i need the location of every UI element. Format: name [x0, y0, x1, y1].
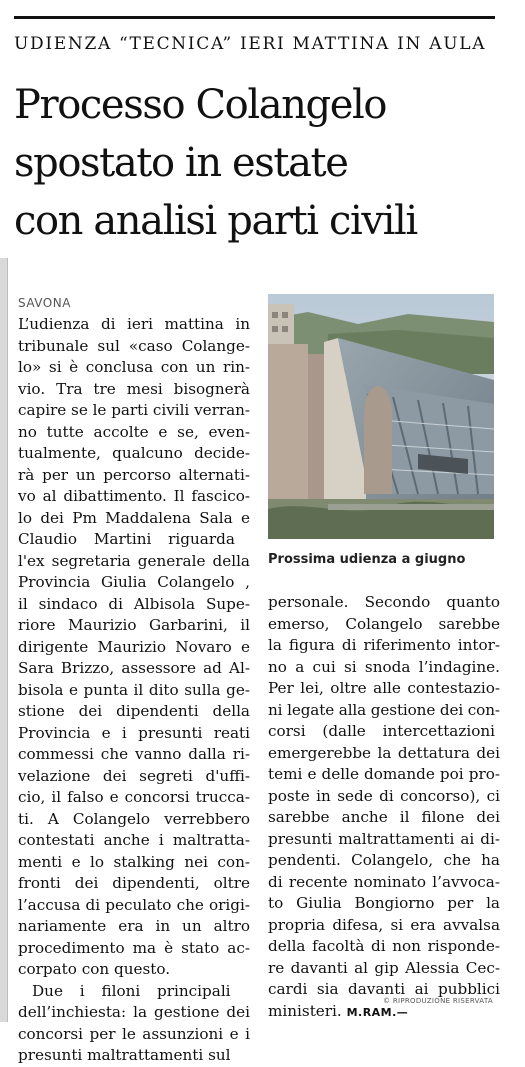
body-text-line: capire se le parti civili verran- [18, 401, 250, 419]
article-photo [268, 294, 494, 539]
body-text-line: nariamente era in un altro [18, 917, 250, 935]
body-text-line: corpato con questo. [18, 960, 171, 978]
body-text-line: concorsi per le assunzioni e i [18, 1024, 250, 1043]
body-text-line: propria difesa, si era avvalsa [268, 915, 500, 934]
headline-line: Processo Colangelo [14, 82, 387, 128]
body-text-line: l’accusa di peculato che origi- [18, 895, 250, 914]
page-edge-line [7, 258, 8, 1022]
body-text-line: Due i filoni principali [32, 981, 231, 1000]
body-text-line: la figura di riferimento intor- [268, 636, 500, 654]
building-photo-illustration [268, 294, 494, 539]
photo-caption: Prossima udienza a giugno [268, 552, 466, 567]
article-dateline: SAVONA [18, 296, 71, 310]
body-text-line: tualmente, qualcuno decide- [18, 444, 250, 462]
body-text-line: cio, il falso e concorsi trucca- [18, 788, 250, 806]
body-text-line: ni legate alla gestione dei con- [268, 700, 500, 719]
body-text-line: temi e delle domande poi pro- [268, 765, 500, 783]
body-text-line: sarebbe anche il filone dei [268, 808, 500, 826]
article-body-left-column [18, 314, 250, 1067]
body-text-line: emerso, Colangelo sarebbe [268, 614, 500, 633]
body-text-line: velazione dei segreti d'uffi- [18, 766, 250, 785]
body-text-line: vo al dibattimento. Il fascico- [18, 487, 250, 505]
body-text-line: procedimento ma è stato ac- [18, 938, 250, 957]
body-text-line: pendenti. Colangelo, che ha [268, 851, 500, 869]
body-text-line: bisola e punta il dito sulla ge- [18, 680, 250, 699]
body-text-line: fronti dei dipendenti, oltre [18, 874, 250, 892]
body-text-line: Claudio Martini riguarda [18, 530, 235, 548]
author-signature: M.RAM.— [346, 1005, 409, 1019]
body-text-line: ti. A Colangelo verrebbero [18, 809, 250, 828]
body-text-line: emergerebbe la dettatura dei [268, 743, 500, 762]
body-text-line: poste in sede di concorso), ci [268, 786, 500, 805]
body-text-line: dirigente Maurizio Novaro e [18, 637, 250, 656]
body-text-line: rà per un percorso alternati- [18, 465, 250, 484]
body-text-line: vio. Tra tre mesi bisognerà [18, 379, 250, 398]
headline-line: spostato in estate [14, 140, 348, 186]
body-text-line: stione dei dipendenti della [18, 702, 250, 720]
article-headline [14, 76, 514, 250]
headline-line: con analisi parti civili [14, 198, 417, 244]
body-text-line: no tutte accolte e se, even- [18, 422, 250, 441]
body-text-line: presunti maltrattamenti ai di- [268, 829, 500, 848]
body-text-line: lo» si è conclusa con un rin- [18, 358, 250, 376]
body-text-line: to Giulia Bongiorno per la [268, 894, 500, 912]
body-text-line: cardi sia davanti ai pubblici [268, 980, 500, 998]
body-text-line: contestati anche i maltratta- [18, 831, 250, 849]
article-body-right-column [268, 592, 500, 1023]
body-text-line: Provincia Giulia Colangelo , [18, 573, 250, 591]
body-text-line: ministeri. [268, 1001, 342, 1020]
body-text-line: re davanti al gip Alessia Cec- [268, 958, 500, 977]
body-text-line: L’udienza di ieri mattina in [18, 315, 250, 333]
body-text-line: di recente nominato l’avvoca- [268, 872, 500, 891]
body-text-line: della facoltà di non risponde- [268, 937, 500, 955]
body-text-line: Sara Brizzo, assessore ad Al- [18, 659, 250, 677]
body-text-line: Per lei, oltre alle contestazio- [268, 679, 500, 697]
body-text-line: no a cui si snoda l’indagine. [268, 657, 500, 676]
body-text-line: lo dei Pm Maddalena Sala e [18, 508, 250, 527]
copyright-notice: © RIPRODUZIONE RISERVATA [383, 997, 493, 1005]
page-edge-shadow [0, 258, 7, 1022]
body-text-line: tribunale sul «caso Colange- [18, 336, 250, 355]
body-text-line: dell’inchiesta: la gestione dei [18, 1003, 250, 1021]
body-text-line: corsi (dalle intercettazioni [268, 722, 496, 740]
top-rule [14, 16, 495, 19]
body-text-line: il sindaco di Albisola Supe- [18, 594, 250, 613]
body-text-line: Provincia e i presunti reati [18, 723, 250, 742]
body-text-line: menti e lo stalking nei con- [18, 852, 250, 871]
body-text-line: personale. Secondo quanto [268, 593, 500, 611]
body-text-line: presunti maltrattamenti sul [18, 1046, 231, 1064]
article-kicker: UDIENZA “TECNICA” IERI MATTINA IN AULA [14, 34, 487, 54]
body-text-line: commessi che vanno dalla ri- [18, 745, 250, 763]
body-text-line: l'ex segretaria generale della [18, 551, 250, 570]
body-text-line: riore Maurizio Garbarini, il [18, 616, 250, 634]
